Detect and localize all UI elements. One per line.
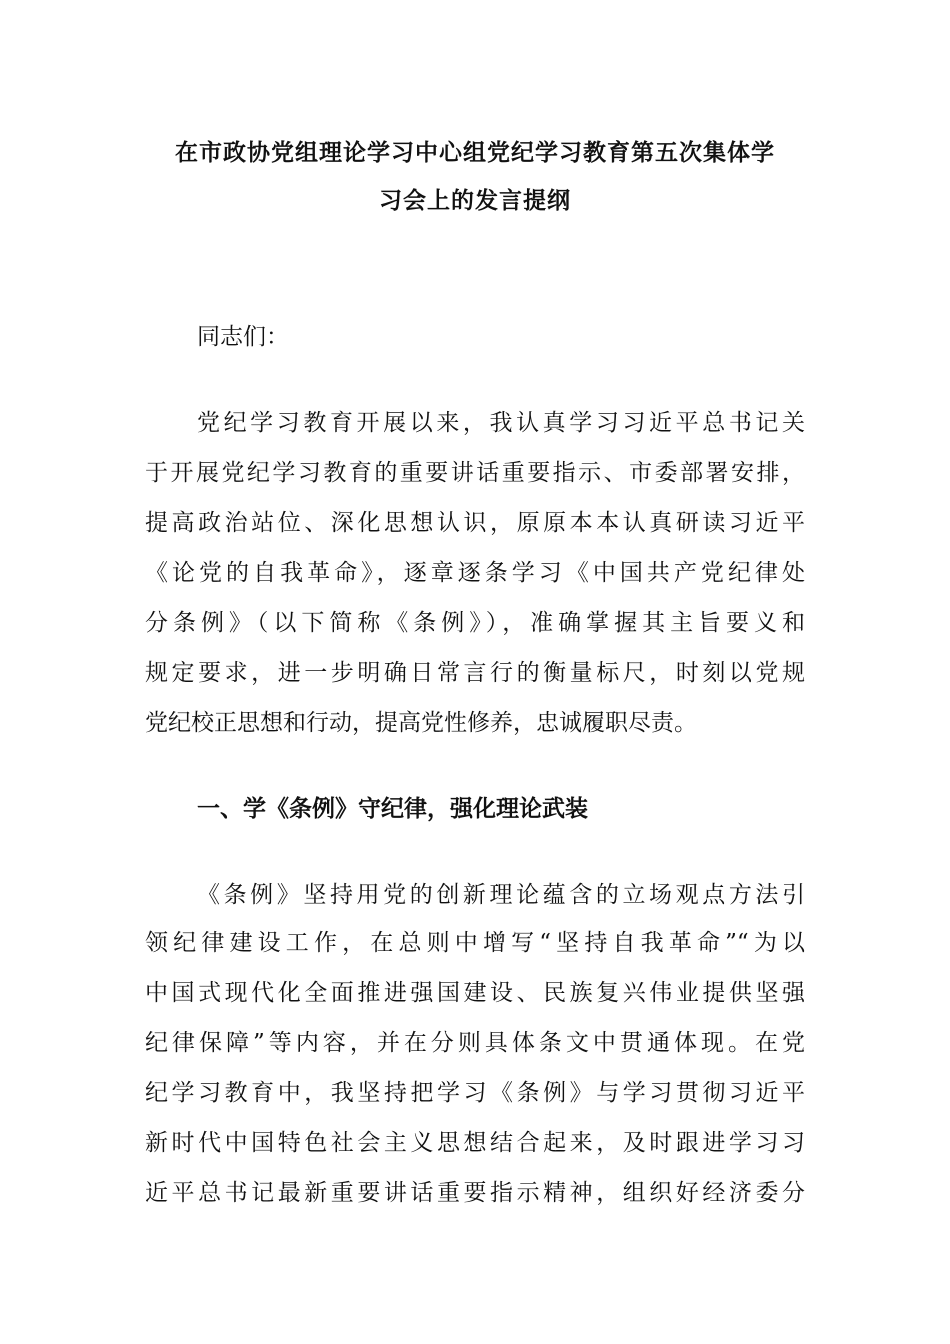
paragraph-1-line: 规定要求，进一步明确日常言行的衡量标尺，时刻以党规: [145, 660, 805, 686]
section-1-paragraph-line: 纪学习教育中，我坚持把学习《条例》与学习贯彻习近平: [145, 1080, 805, 1106]
section-1-heading: 一、学《条例》守纪律，强化理论武装: [197, 796, 588, 822]
section-1-paragraph-line: 中国式现代化全面推进强国建设、民族复兴伟业提供坚强: [145, 980, 805, 1006]
paragraph-1-line: 党纪校正思想和行动，提高党性修养，忠诚履职尽责。: [145, 710, 697, 736]
document-title-line-2: 习会上的发言提纲: [379, 187, 571, 214]
section-1-paragraph-line: 《条例》坚持用党的创新理论蕴含的立场观点方法引: [197, 882, 805, 908]
section-1-paragraph-line: 领纪律建设工作，在总则中增写“坚持自我革命”“为以: [145, 930, 805, 956]
paragraph-1-line: 提高政治站位、深化思想认识，原原本本认真研读习近平: [145, 510, 805, 536]
paragraph-1-line: 于开展党纪学习教育的重要讲话重要指示、市委部署安排，: [145, 460, 805, 486]
paragraph-1-line: 分条例》（以下简称《条例》），准确掌握其主旨要义和: [145, 610, 805, 636]
greeting: 同志们：: [197, 324, 289, 350]
section-1-paragraph-line: 新时代中国特色社会主义思想结合起来，及时跟进学习习: [145, 1130, 805, 1156]
section-1-paragraph-line: 近平总书记最新重要讲话重要指示精神，组织好经济委分: [145, 1180, 805, 1206]
paragraph-1-line: 《论党的自我革命》，逐章逐条学习《中国共产党纪律处: [145, 560, 805, 586]
paragraph-1-line: 党纪学习教育开展以来，我认真学习习近平总书记关: [197, 410, 805, 436]
section-1-paragraph-line: 纪律保障”等内容，并在分则具体条文中贯通体现。在党: [145, 1030, 805, 1056]
document-title-line-1: 在市政协党组理论学习中心组党纪学习教育第五次集体学: [175, 139, 775, 166]
